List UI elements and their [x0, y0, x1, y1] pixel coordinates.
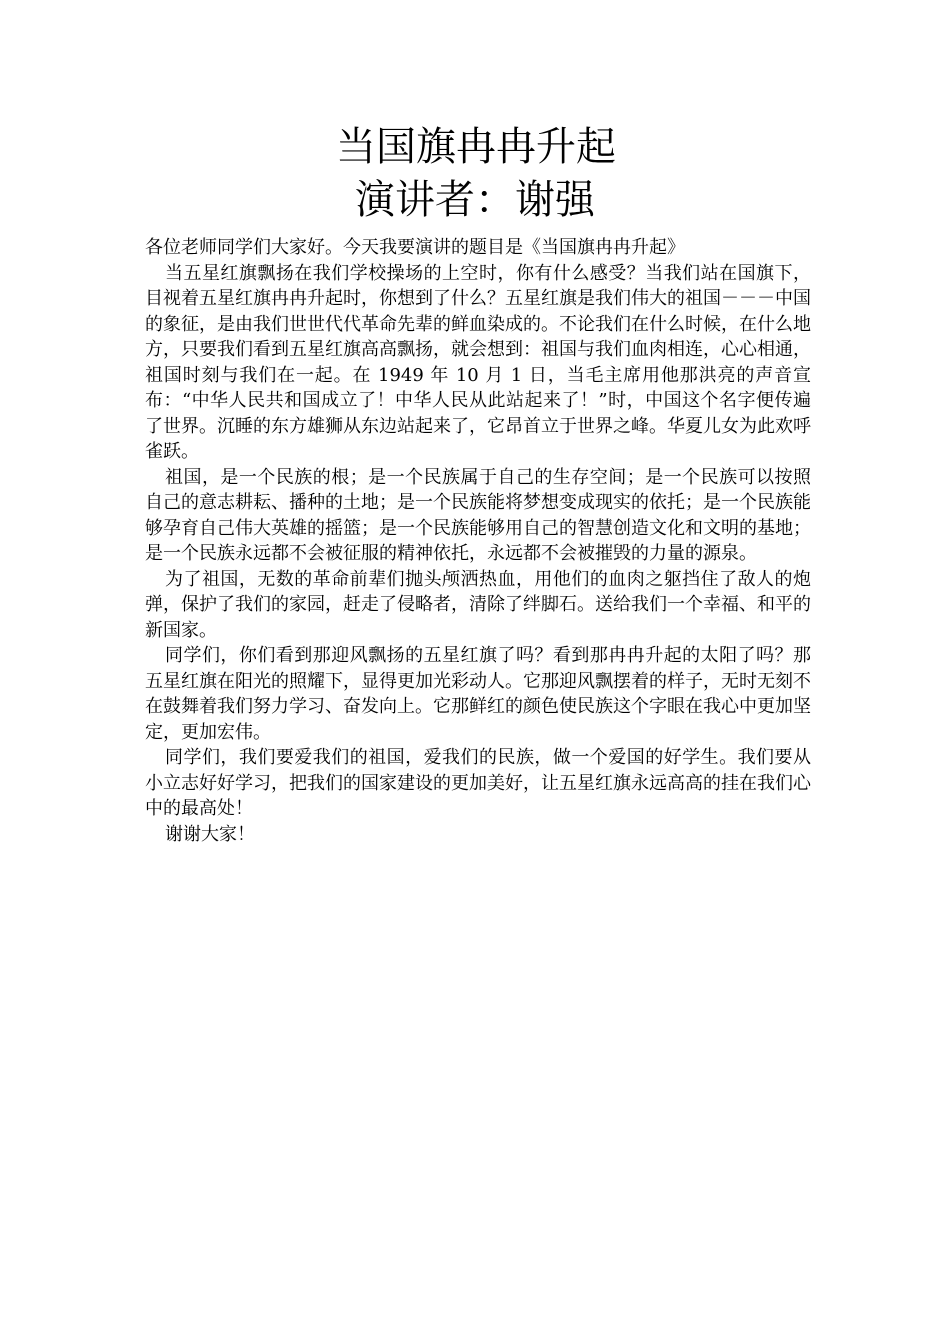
body-paragraph: 为了祖国，无数的革命前辈们抛头颅洒热血，用他们的血肉之躯挡住了敌人的炮弹，保护了我们的家园，赶走了侵略者，清除了绊脚石。送给我们一个幸福、和平的新国家。 [145, 568, 811, 641]
title-block [0, 122, 950, 225]
greeting-paragraph: 各位老师同学们大家好。今天我要演讲的题目是《当国旗冉冉升起》 [145, 237, 685, 258]
speech-title: 当国旗冉冉升起 [336, 124, 616, 170]
speaker-line: 演讲者：谢强 [355, 177, 595, 223]
body-paragraph: 祖国，是一个民族的根；是一个民族属于自己的生存空间；是一个民族可以按照自己的意志耕耘、播种的土地；是一个民族能将梦想变成现实的依托；是一个民族能够孕育自己伟大英雄的摇篮；是一个民族能够用自己的智慧创造文化和文明的基地；是一个民族永远都不会被征服的精神依托，永远都不会被摧毁的力量的源泉。 [145, 466, 811, 564]
body-paragraph: 同学们，我们要爱我们的祖国，爱我们的民族，做一个爱国的好学生。我们要从小立志好好学习，把我们的国家建设的更加美好，让五星红旗永远高高的挂在我们心中的最高处！ [145, 747, 811, 819]
speech-body [145, 235, 811, 847]
body-paragraph: 同学们，你们看到那迎风飘扬的五星红旗了吗？看到那冉冉升起的太阳了吗？那五星红旗在阳光的照耀下，显得更加光彩动人。它那迎风飘摆着的样子，无时无刻不在鼓舞着我们努力学习、奋发向上。它那鲜红的颜色使民族这个字眼在我心中更加坚定，更加宏伟。 [145, 645, 811, 743]
closing-paragraph: 谢谢大家！ [165, 823, 255, 845]
body-paragraph: 当五星红旗飘扬在我们学校操场的上空时，你有什么感受？当我们站在国旗下，目视着五星红旗冉冉升起时，你想到了什么？五星红旗是我们伟大的祖国－－－中国的象征，是由我们世世代代革命先辈的鲜血染成的。不论我们在什么时候，在什么地方，只要我们看到五星红旗高高飘扬，就会想到：祖国与我们血肉相连，心心相通，祖国时刻与我们在一起。在 1949 年 10 月 1 日，当毛主席用他那洪亮的声音宣布：“中华人民共和国成立了！中华人民从此站起来了！”时，中国这个名字便传遍了世界。沉睡的东方雄狮从东边站起来了，它昂首立于世界之峰。华夏儿女为此欢呼雀跃。 [145, 262, 811, 462]
